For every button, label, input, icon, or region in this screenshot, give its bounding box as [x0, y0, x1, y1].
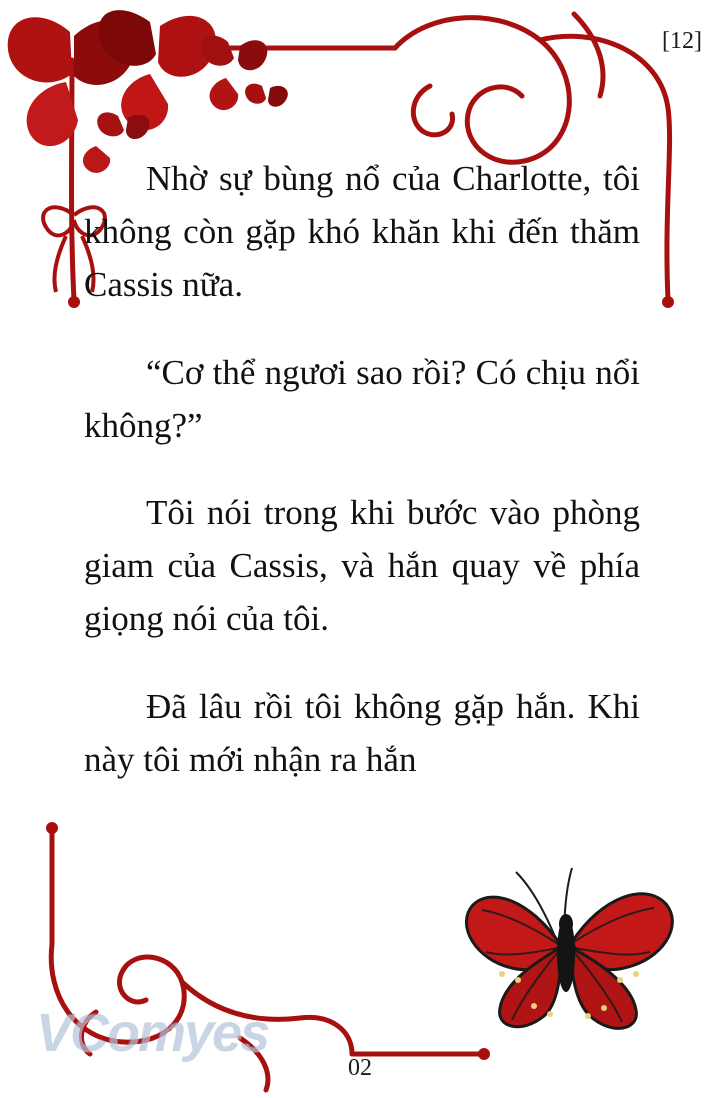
watermark: VComyes: [36, 1003, 269, 1063]
butterfly-illustration: [460, 848, 680, 1038]
page-number: 02: [348, 1055, 372, 1081]
page-content: [84, 152, 640, 786]
paragraph-4: Đã lâu rồi tôi không gặp hắn. Khi này tôi mới nhận ra hắn: [84, 686, 640, 779]
page-marker: [12]: [662, 28, 702, 54]
paragraph-3: Tôi nói trong khi bước vào phòng giam của Cassis, và hắn quay về phía giọng nói của tôi.: [84, 492, 640, 639]
paragraph-1: Nhờ sự bùng nổ của Charlotte, tôi không còn gặp khó khăn khi đến thăm Cassis nữa.: [84, 159, 640, 305]
paragraph-2: “Cơ thể ngươi sao rồi? Có chịu nổi không?”: [84, 352, 640, 445]
